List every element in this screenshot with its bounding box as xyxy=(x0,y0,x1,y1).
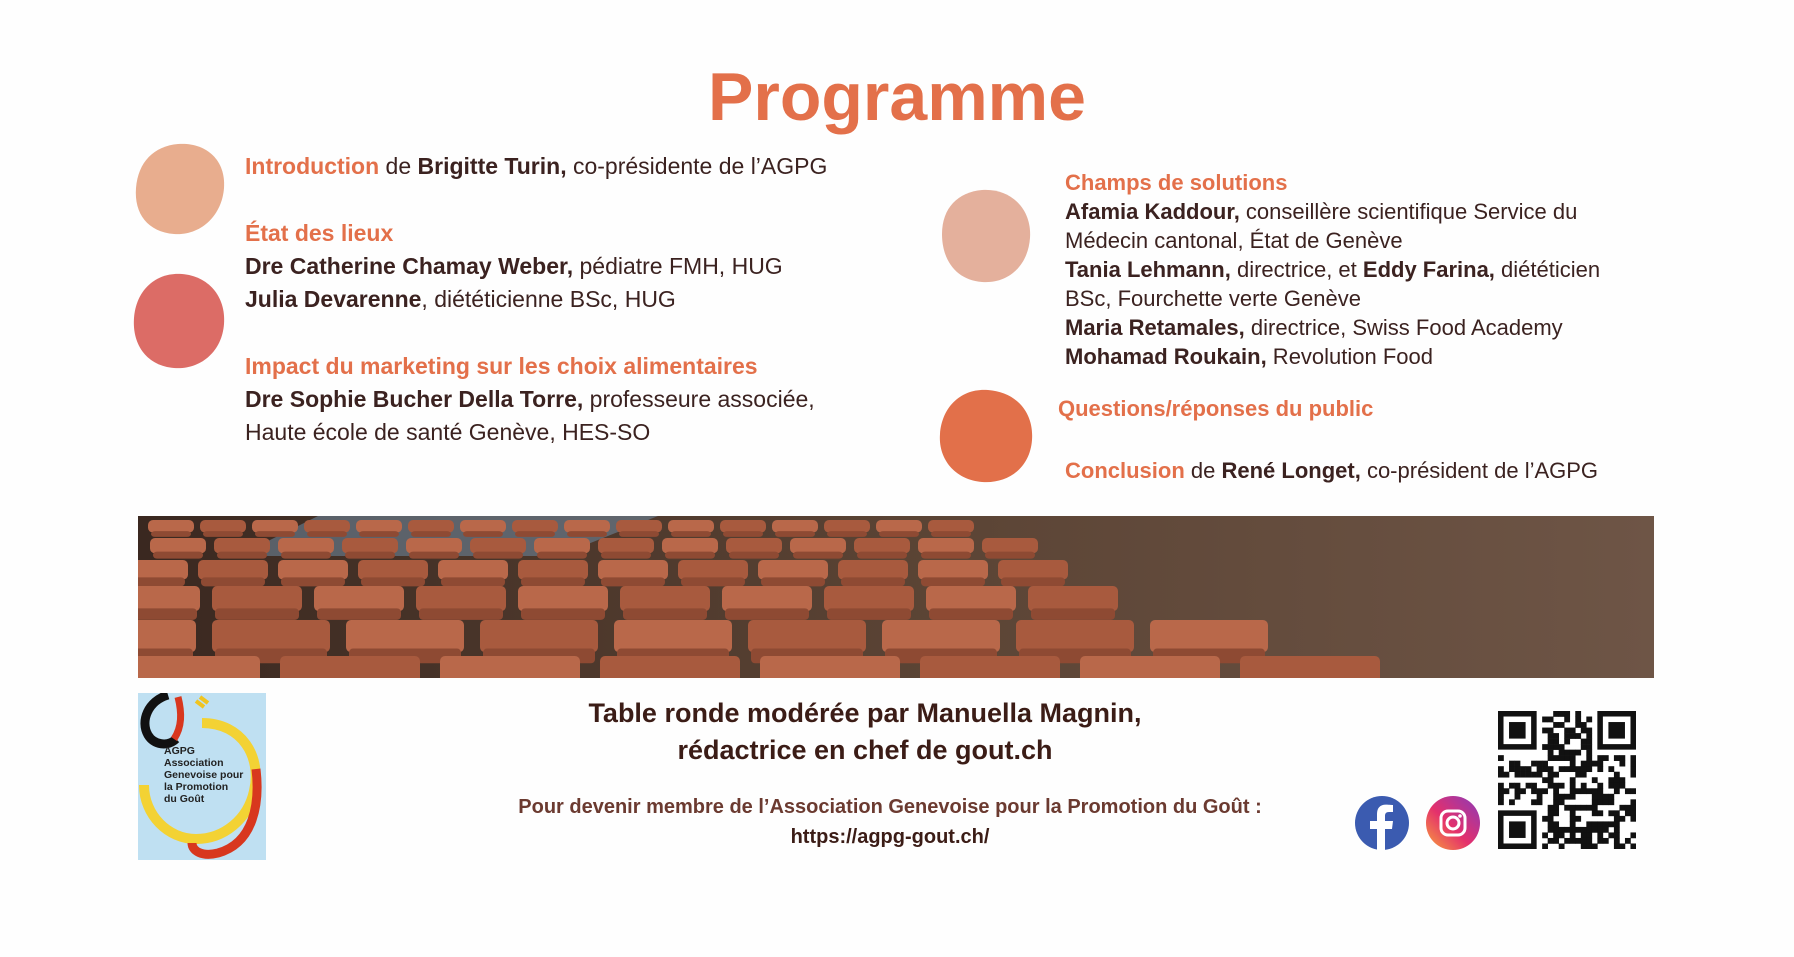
conclusion-line xyxy=(1065,454,1598,487)
facebook-icon[interactable] xyxy=(1355,796,1409,850)
champs-speaker-m-org: Swiss Food Academy xyxy=(1346,315,1563,340)
impact-heading: Impact du marketing sur les choix alimentaires xyxy=(245,353,758,379)
champs-speaker-m xyxy=(1065,313,1705,342)
conclusion-heading: Conclusion xyxy=(1065,458,1185,483)
logo-line-5: du Goût xyxy=(164,793,205,805)
logo-line-1: AGPG xyxy=(164,745,195,757)
conclusion-speaker: René Longet, xyxy=(1221,458,1361,483)
champs-speaker-t-role: diététicien xyxy=(1494,257,1601,282)
qa-heading: Questions/réponses du public xyxy=(1058,396,1374,421)
qr-code[interactable] xyxy=(1498,711,1636,849)
champs-speaker-a-role: conseillère scientifique Service du xyxy=(1239,199,1578,224)
champs-speaker-r-name: Mohamad Roukain, xyxy=(1065,344,1267,369)
page-title: Programme xyxy=(708,59,1086,135)
left-program xyxy=(245,150,925,449)
impact-speaker-role: professeure associée, xyxy=(583,386,815,412)
champs-speaker-r-role: Revolution Food xyxy=(1266,344,1434,369)
logo-line-2: Association xyxy=(164,757,224,769)
champs-speaker-a xyxy=(1065,197,1705,226)
intro-line xyxy=(245,150,925,183)
intro-speaker: Brigitte Turin, xyxy=(417,153,567,179)
etat-heading: État des lieux xyxy=(245,220,394,246)
membership-block xyxy=(440,792,1340,852)
intro-role: co-présidente de l’AGPG xyxy=(566,153,828,179)
moderator-line-1: Table ronde modérée par Manuella Magnin, xyxy=(588,698,1142,728)
etat-speaker-2-role: , diététicienne BSc, HUG xyxy=(421,286,676,312)
moderator-line-2: rédactrice en chef de gout.ch xyxy=(677,735,1053,765)
membership-text: Pour devenir membre de l’Association Genevoise pour la Promotion du Goût : xyxy=(518,796,1262,818)
blob-red xyxy=(132,272,226,370)
impact-speaker-affiliation: Haute école de santé Genève, HES-SO xyxy=(245,419,651,445)
champs-speaker-e-name: Eddy Farina, xyxy=(1362,257,1495,282)
conclusion-role: co-président de l’AGPG xyxy=(1360,458,1599,483)
intro-heading: Introduction xyxy=(245,153,380,179)
logo-line-3: Genevoise pour xyxy=(164,769,244,781)
logo-line-4: la Promotion xyxy=(164,781,229,793)
right-program xyxy=(1065,168,1705,371)
impact-speaker xyxy=(245,383,925,416)
intro-de: de xyxy=(379,153,418,179)
blob-pink xyxy=(940,188,1034,284)
champs-speaker-m-role: directrice, xyxy=(1244,315,1347,340)
conclusion-de: de xyxy=(1184,458,1222,483)
champs-speaker-t-line2: BSc, Fourchette verte Genève xyxy=(1065,286,1361,311)
logo-text xyxy=(164,745,243,805)
champs-speaker-m-name: Maria Retamales, xyxy=(1065,315,1245,340)
blob-orange xyxy=(938,388,1034,484)
etat-speaker-1-name: Dre Catherine Chamay Weber, xyxy=(245,253,574,279)
etat-speaker-1 xyxy=(245,250,925,283)
blob-peach xyxy=(134,142,226,236)
champs-speaker-t-name: Tania Lehmann, xyxy=(1065,257,1231,282)
etat-speaker-1-role: pédiatre FMH, HUG xyxy=(573,253,783,279)
champs-speaker-a-line2: Médecin cantonal, État de Genève xyxy=(1065,228,1403,253)
auditorium-photo xyxy=(138,516,1654,678)
instagram-icon[interactable] xyxy=(1426,796,1480,850)
agpg-logo xyxy=(138,693,266,860)
etat-speaker-2-name: Julia Devarenne xyxy=(245,286,422,312)
champs-heading: Champs de solutions xyxy=(1065,170,1288,195)
champs-speaker-t-mid: directrice, et xyxy=(1230,257,1363,282)
moderator-block xyxy=(470,695,1260,769)
champs-speaker-r xyxy=(1065,342,1705,371)
champs-speaker-t xyxy=(1065,255,1705,284)
impact-speaker-name: Dre Sophie Bucher Della Torre, xyxy=(245,386,584,412)
membership-link[interactable]: https://agpg-gout.ch/ xyxy=(790,826,990,848)
etat-speaker-2 xyxy=(245,283,925,316)
champs-speaker-a-name: Afamia Kaddour, xyxy=(1065,199,1240,224)
